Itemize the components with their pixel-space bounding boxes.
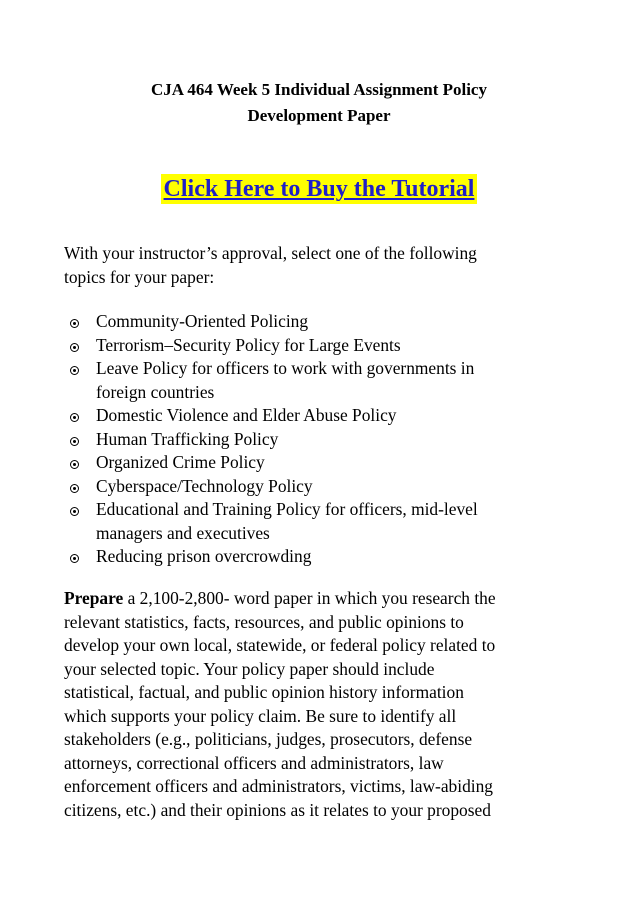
list-item: Human Trafficking Policy	[70, 428, 478, 452]
title-line-2: Development Paper	[247, 106, 391, 125]
list-item: Community-Oriented Policing	[70, 310, 478, 334]
prepare-line: stakeholders (e.g., politicians, judges, prosecutors, defense	[64, 729, 473, 749]
topics-list	[70, 310, 478, 569]
intro-line: With your instructor’s approval, select one of the following	[64, 243, 477, 263]
bullet-icon	[70, 484, 79, 493]
bullet-icon	[70, 366, 79, 375]
list-item: Reducing prison overcrowding	[70, 545, 478, 569]
bullet-icon	[70, 413, 79, 422]
prepare-first-line-rest: a 2,100-2,800- word paper in which you research the	[123, 588, 496, 608]
prepare-line: enforcement officers and administrators, victims, law-abiding	[64, 776, 493, 796]
buy-tutorial-link[interactable]: Click Here to Buy the Tutorial	[161, 174, 478, 204]
bullet-icon	[70, 319, 79, 328]
bullet-icon	[70, 460, 79, 469]
prepare-line: citizens, etc.) and their opinions as it relates to your proposed	[64, 799, 491, 820]
list-item: Educational and Training Policy for officers, mid-level managers and executives	[70, 498, 478, 545]
list-item: Leave Policy for officers to work with governments in foreign countries	[70, 357, 478, 404]
list-item: Organized Crime Policy	[70, 451, 478, 475]
prepare-lead: Prepare	[64, 588, 124, 608]
bullet-icon	[70, 343, 79, 352]
cta-container	[0, 174, 638, 204]
prepare-line: attorneys, correctional officers and administrators, law	[64, 752, 444, 773]
prepare-line: which supports your policy claim. Be sure to identify all	[64, 705, 457, 726]
bullet-icon	[70, 554, 79, 563]
prepare-line: statistical, factual, and public opinion history information	[64, 682, 464, 702]
list-item: Domestic Violence and Elder Abuse Policy	[70, 404, 478, 428]
bullet-icon	[70, 507, 79, 516]
prepare-line: your selected topic. Your policy paper should include	[64, 658, 435, 679]
intro-paragraph	[64, 242, 574, 289]
intro-line: topics for your paper:	[64, 266, 215, 287]
list-item: Terrorism–Security Policy for Large Events	[70, 334, 478, 358]
title-line-1: CJA 464 Week 5 Individual Assignment Policy	[151, 80, 487, 99]
document-title	[80, 77, 558, 129]
bullet-icon	[70, 437, 79, 446]
list-item: Cyberspace/Technology Policy	[70, 475, 478, 499]
prepare-line: relevant statistics, facts, resources, and public opinions to	[64, 611, 464, 632]
prepare-paragraph	[64, 587, 574, 822]
prepare-line: develop your own local, statewide, or federal policy related to	[64, 635, 496, 655]
prepare-first-line	[64, 587, 574, 611]
